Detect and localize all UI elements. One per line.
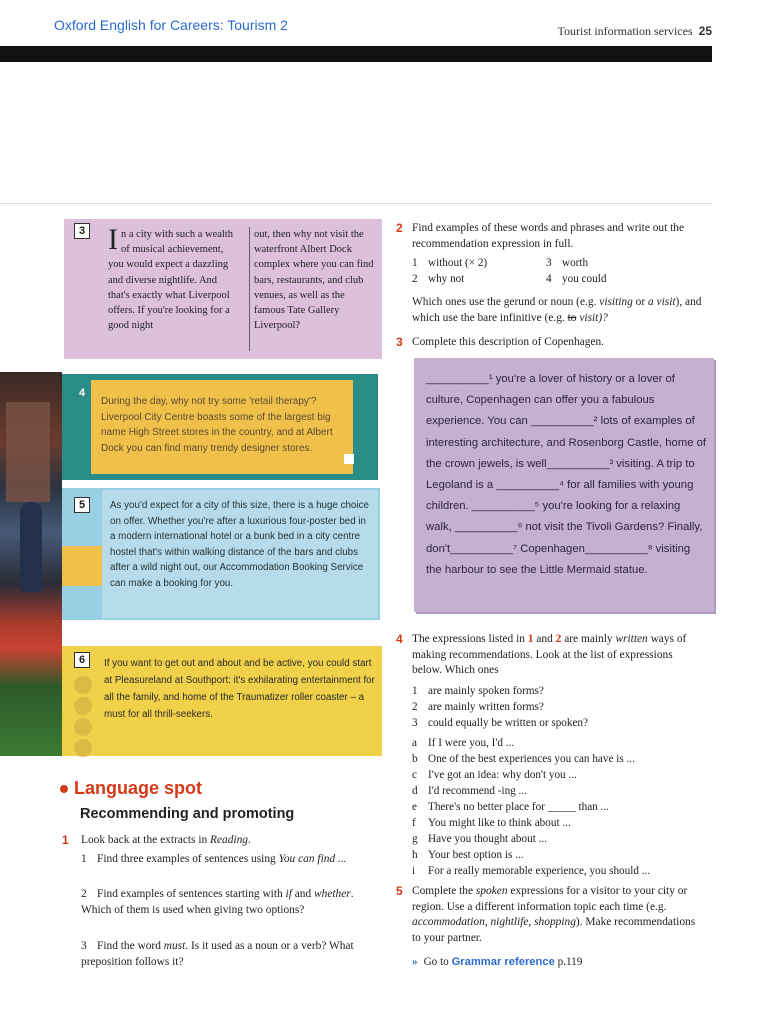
question-4-number: 4 [396, 632, 403, 646]
question-1-number: 1 [62, 833, 69, 847]
question-1-text: Look back at the extracts in Reading. [81, 834, 251, 846]
question-2-item-2: 2 why not [412, 273, 465, 285]
question-1-item-1: 1 Find three examples of sentences using You can find ... [81, 853, 347, 865]
extract-text: If you want to get out and about and be active, you could start at Pleasureland at Southport: it's exhilarating entertainment for all the family, and home of the Traumatizer roller coaster – a must for all thrill-seekers. [104, 658, 375, 720]
question-2-number: 2 [396, 221, 403, 235]
question-4-text: The expressions listed in 1 and 2 are mainly written ways of making recommendations. Look at the list of expressions below. Which ones [412, 633, 687, 677]
extract-panel-4 [62, 374, 378, 480]
decor-bar [62, 546, 102, 586]
extract-text: n a city with such a wealth of musical achievement, you would expect a dazzling and diverse nightlife. And that's exactly what Liverpool offers. If you're looking for a good night [108, 229, 233, 332]
question-4-item-1: 1 are mainly spoken forms? [412, 685, 544, 697]
extract-number: 3 [74, 223, 90, 239]
photo-building [6, 402, 50, 502]
bullet-icon [60, 785, 68, 793]
header-bar [0, 46, 712, 62]
decor-square [344, 454, 354, 464]
extract-number: 6 [74, 652, 90, 668]
photo-strip [0, 372, 62, 756]
book-title: Oxford English for Careers: Tourism 2 [54, 17, 288, 33]
question-2-item-1: 1 without (× 2) [412, 257, 488, 269]
extract-text: As you'd expect for a city of this size, there is a huge choice on offer. Whether you're after a luxurious four-poster bed in a modern international hotel or a bunk bed in a city centre hostel that's within walking distance of the bars and clubs after a wild night out, our Accommodation Booking Service can make a booking for you. [110, 500, 369, 589]
question-3-number: 3 [396, 335, 403, 349]
extract-number: 5 [74, 497, 90, 513]
expression-c: c I've got an idea: why don't you ... [412, 769, 577, 781]
grammar-reference-link[interactable]: » Go to Grammar reference p.119 [412, 956, 583, 968]
extract-panel-3 [64, 219, 382, 359]
question-4-item-2: 2 are mainly written forms? [412, 701, 544, 713]
drop-cap: I [108, 223, 118, 256]
language-spot-heading [60, 778, 202, 799]
language-spot-title: Language spot [74, 778, 203, 798]
question-1-item-3: 3 Find the word must. Is it used as a noun or a verb? What preposition follows it? [81, 940, 354, 968]
photo-person [20, 502, 42, 592]
question-3-text: Complete this description of Copenhagen. [412, 336, 605, 348]
question-2-text: Find examples of these words and phrases and write out the recommendation expression in full. [412, 222, 685, 250]
expression-i: i For a really memorable experience, you should ... [412, 865, 651, 877]
expression-g: g Have you thought about ... [412, 833, 548, 845]
question-4-item-3: 3 could equally be written or spoken? [412, 717, 588, 729]
extract-number: 4 [78, 387, 86, 399]
expression-b: b One of the best experiences you can have is ... [412, 753, 635, 765]
separator-line [0, 203, 712, 204]
expression-a: a If I were you, I'd ... [412, 737, 515, 749]
expression-h: h Your best option is ... [412, 849, 524, 861]
question-5-number: 5 [396, 884, 403, 898]
extract-column-1 [108, 223, 233, 333]
question-1-item-2: 2 Find examples of sentences starting with if and whether. Which of them is used when giving two options? [81, 888, 354, 916]
question-2-item-4: 4 you could [546, 273, 607, 285]
expression-f: f You might like to think about ... [412, 817, 571, 829]
running-head [558, 24, 713, 39]
expression-d: d I'd recommend -ing ... [412, 785, 527, 797]
copenhagen-text: __________¹ you're a lover of history or a lover of culture, Copenhagen can offer you a fabulous experience. You can __________² lots of examples of interesting architecture, and Rosenborg Castle, home of the crown jewels, is well__________³ visiting. A trip to Legoland is a __________⁴ for all families with young children. __________⁵ you're looking for a relaxing walk, __________⁶ not visit the Tivoli Gardens? Finally, don't__________⁷ Copenhagen__________⁸ visiting the harbour to see the Little Mermaid statue. [426, 373, 707, 576]
decor-dots [72, 674, 96, 760]
double-arrow-icon: » [412, 956, 418, 968]
extract-panel-5 [62, 488, 380, 620]
question-2-item-3: 3 worth [546, 257, 589, 269]
extract-panel-6 [62, 646, 382, 756]
copenhagen-panel [414, 358, 714, 612]
language-spot-subtitle: Recommending and promoting [80, 806, 295, 822]
section-title: Tourist information services [557, 24, 693, 38]
page-number: 25 [698, 24, 712, 38]
expression-e: e There's no better place for _____ than ... [412, 801, 609, 813]
question-2-followup: Which ones use the gerund or noun (e.g. visiting or a visit), and which use the bare infinitive (e.g. to visit)? [412, 296, 702, 324]
extract-text: During the day, why not try some 'retail therapy'? Liverpool City Centre boasts some of the largest big name High Street stores in the country, and at Albert Dock you can find many trendy designer stores. [91, 380, 353, 474]
question-5-text: Complete the spoken expressions for a visitor to your city or region. Use a different information topic each time (e.g. accommodation, nightlife, shopping). Make recommendations to your partner. [412, 885, 696, 944]
extract-column-2: out, then why not visit the waterfront Albert Dock complex where you can find bars, restaurants, and club venues, as well as the famous Tate Gallery Liverpool? [249, 227, 374, 351]
